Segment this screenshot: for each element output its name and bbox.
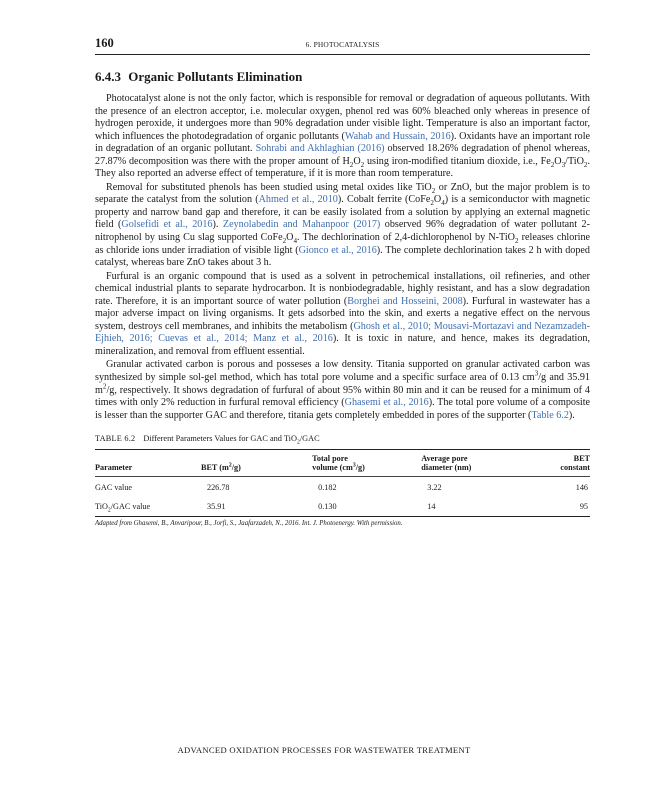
page-number: 160 (95, 36, 114, 50)
citation-link[interactable]: Sohrabi and Akhlaghian (2016) (255, 143, 385, 155)
subscript: 2 (107, 507, 111, 514)
superscript: 3 (534, 369, 539, 378)
cell-parameter (95, 476, 201, 496)
running-header (95, 36, 590, 55)
cell-bet-constant: 95 (579, 501, 588, 511)
subscript: 2 (360, 160, 365, 169)
header-parameter (95, 450, 201, 476)
subscript: 2 (282, 237, 287, 246)
text: releases chlorine as chloride ions under irradiation of visible light ( (95, 232, 591, 256)
citation-link[interactable]: Zeynolabedin and Mahanpoor (2017) (222, 219, 381, 231)
text: ). (212, 219, 223, 231)
header-average-pore-diameter (421, 450, 532, 476)
caption-text: Different Parameters Values for GAC and TiO (143, 434, 297, 444)
section-title: Organic Pollutants Elimination (128, 69, 303, 84)
text: O (286, 232, 294, 244)
header-bet (201, 450, 312, 476)
caption-text: /GAC (299, 434, 320, 444)
superscript: 2 (228, 462, 232, 469)
text: /TiO (565, 155, 584, 167)
subscript: 2 (430, 199, 434, 208)
header-bet-constant (533, 450, 590, 476)
page (95, 36, 590, 527)
text: ). It is toxic in nature, and hence, makes its degradation, mineralization, and removal from effluent essential. (95, 333, 590, 357)
cell-bet-constant: 146 (575, 482, 588, 492)
text: or ZnO, but the major problem is to separate the catalyst from the solution ( (95, 181, 590, 206)
text: ) is a semiconductor with magnetic property and narrow band gap and therefore, it can be easily isolated from a solution by applying an external magnetic field ( (95, 194, 590, 231)
running-head: 6. PHOTOCATALYSIS (305, 40, 380, 49)
text: Removal for substituted phenols has been studied using metal oxides like TiO (106, 181, 432, 193)
text: ). Cobalt ferrite (CoFe (337, 194, 431, 206)
header-text: /g) (231, 463, 241, 473)
cell-bet: 226.78 (206, 482, 230, 492)
table-header-row (95, 450, 590, 476)
citation-link[interactable]: Ahmed et al., 2010 (258, 194, 338, 206)
cell-pore-diameter: 14 (427, 501, 436, 511)
citation-link[interactable]: Borghei and Hosseini, 2008 (347, 295, 463, 307)
section-heading (95, 69, 590, 85)
superscript: 3 (352, 462, 356, 469)
parameters-table (95, 449, 590, 517)
paragraph-4 (95, 359, 590, 422)
text: Furfural is an organic compound that is used as a solvent in petrochemical installations, oil refineries, and other chemical industrial plants to separate hydrocarbon. It is nonbiodegradable, highly resistant, and has a slow degradation rate. Therefore, it is an important source of water pollution ( (95, 270, 590, 307)
cell-pore-volume: 0.182 (318, 482, 337, 492)
subscript: 2 (514, 237, 519, 246)
header-total-pore-volume (312, 450, 421, 476)
text: O (433, 194, 442, 206)
citation-link[interactable]: Ghasemi et al., 2016 (344, 397, 429, 409)
paragraph-1 (95, 93, 590, 181)
subscript: 3 (561, 160, 566, 169)
text: ). Furfural in wastewater has a major adverse impact on living organisms. It gets adsorbed into the skin, and exerts a negative effect on the nervous system, destroys cell membranes, and inhibits the metabolism ( (95, 295, 590, 332)
cell-text: TiO (95, 501, 108, 511)
header-text: Total pore (312, 454, 348, 464)
superscript: 2 (102, 382, 107, 391)
header-text: constant (560, 463, 590, 473)
text: O (353, 155, 361, 167)
cell-text: GAC value (95, 482, 133, 492)
table-row (95, 476, 590, 496)
text: . The dechlorination of 2,4-dichlorophenol by N-TiO (297, 232, 515, 244)
text: . They also reported an adverse effect of temperature, if it is more than room temperature. (95, 155, 590, 180)
text: /g, respectively. It shows degradation of furfural of about 95% within 80 min and it can be reused for a minimum of 4 times with only 2% reduction in furfural removal efficiency ( (95, 384, 590, 409)
cell-bet: 35.91 (206, 501, 226, 511)
subscript: 4 (441, 199, 445, 208)
text: ). The complete dechlorination takes 2 h with doped catalyst, whereas bare ZnO takes about 3 h. (95, 244, 590, 269)
table-source-note: Adapted from Ghasemi, B., Anvaripour, B., Jorfi, S., Jaafarzadeh, N., 2016. Int. J. Photoenergy. With permission. (95, 520, 403, 528)
cell-pore-diameter: 3.22 (427, 482, 442, 492)
table-caption (95, 434, 590, 444)
header-text: Parameter (95, 463, 133, 473)
citation-link[interactable]: Gionco et al., 2016 (298, 244, 377, 256)
table-reference-link[interactable]: Table 6.2 (531, 409, 569, 421)
subscript: 2 (349, 160, 354, 169)
running-footer: ADVANCED OXIDATION PROCESSES FOR WASTEWATER TREATMENT (177, 745, 471, 755)
citation-link[interactable]: Wahab and Hussain, 2016 (344, 130, 451, 142)
subscript: 2 (431, 186, 436, 195)
text: ). (568, 409, 575, 421)
section-number: 6.4.3 (95, 69, 121, 84)
text: using iron-modified titanium dioxide, i.e., Fe (364, 155, 551, 167)
paragraph-3 (95, 271, 590, 359)
subscript: 4 (293, 237, 298, 246)
subscript: 2 (583, 160, 588, 169)
text: /g and 35.91 m (95, 372, 590, 396)
text: O (554, 155, 562, 167)
paragraph-2 (95, 182, 590, 270)
header-text: BET (m (200, 463, 229, 473)
cell-pore-volume: 0.130 (318, 501, 337, 511)
header-text: /g) (355, 463, 365, 473)
cell-parameter (95, 496, 201, 517)
header-text: diameter (nm) (421, 463, 472, 473)
citation-link[interactable]: Golsefidi et al., 2016 (121, 219, 213, 231)
text: Photocatalyst alone is not the only factor, which is responsible for removal or degradation of aqueous pollutants. With the presence of an electron acceptor, i.e. molecular oxygen, phenol red was 60% bleached only whereas in presence of hydrogen peroxide, it undergoes more than 90% degradation under visible light. Temperature is also an important factor, which influences the photodegradation of organic pollutants ( (95, 93, 590, 142)
header-text: volume (cm (312, 463, 353, 473)
text: Granular activated carbon is porous and posseses a low density. Titania supported on granular activated carbon was synthesized by simple sol-gel method, which has total pore volume and a specific surface area of 0.13 cm (95, 359, 590, 384)
header-text: BET (573, 454, 590, 464)
header-text: Average pore (421, 454, 468, 464)
subscript: 2 (296, 439, 300, 446)
citation-link[interactable]: Ghosh et al., 2010; Mousavi-Mortazavi and Nezamzadeh-Ejhieh, 2016; Cuevas et al., 2014; Manz et al., 2016 (95, 320, 590, 345)
table-label: TABLE 6.2 (95, 434, 136, 444)
text: ). Oxidants have an important role in degradation of an organic pollutant. (95, 130, 591, 155)
text: ). The total pore volume of a composite is lesser than the supporter GAC and therefore, titania gets completely embedded in pores of the supporter ( (95, 397, 591, 421)
text: observed 18.26% degradation of phenol whereas, 27.87% decomposition was there with the proper amount of H (95, 143, 590, 167)
cell-text: /GAC value (110, 501, 151, 511)
subscript: 2 (550, 160, 555, 169)
text: observed 96% degradation of water pollutant 2-nitrophenol by using Cu slag supported CoFe (95, 219, 590, 244)
table-row (95, 496, 590, 517)
